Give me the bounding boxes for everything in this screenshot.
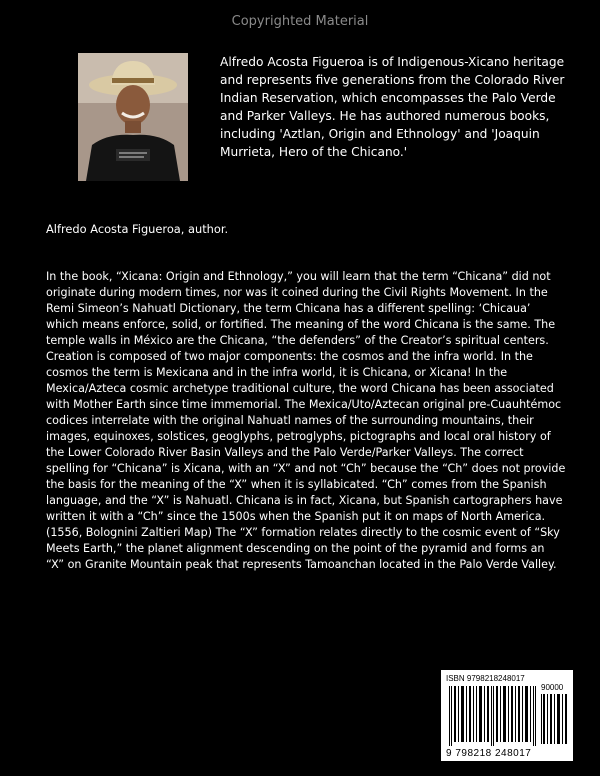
addon-barcode-bars [541,694,569,744]
photo-caption: Alfredo Acosta Figueroa, author. [46,222,229,236]
author-bio: Alfredo Acosta Figueroa is of Indigenous-Xicano heritage and represents five generations from the Colorado River Indian Reservation, which encompasses the Palo Verde and Parker Valleys. He has authored numerous books, including 'Aztlan, Origin and Ethnology' and 'Joaquin Murrieta, Hero of the Chicano.' [220,55,565,159]
ean-barcode-bars [449,686,537,746]
copyright-watermark: Copyrighted Material [231,14,369,29]
barcode-digits: 9 798218 248017 [446,748,532,759]
isbn-barcode [441,670,573,761]
author-photo [78,53,188,181]
price-code: 90000 [541,683,564,692]
book-description: In the book, “Xicana: Origin and Ethnology,” you will learn that the term “Chicana” did not originate during modern times, nor was it coined during the Civil Rights Movement. In the Remi Simeon’s Nahuatl Dictionary, the term Chicana has a different spelling: ‘Chicaua’ which means enforce, solid, or fortified. The meaning of the word Chicana is the same. The temple walls in México are the Chicana, “the defenders” of the Creator’s spiritual centers. Creation is composed of two major components: the cosmos and the infra world. In the cosmos the term is Mexicana and in the infra world, it is Chicana, or Xicana! In the Mexica/Azteca cosmic archetype traditional culture, the word Chicana has been associated with Mother Earth since time immemorial. The Mexica/Uto/Aztecan original pre-Cuauhtémoc codices interrelate with the original Nahuatl names of the surrounding mountains, their images, equinoxes, solstices, geoglyphs, petroglyphs, pictographs and local oral history of the Lower Colorado River Basin Valleys and the Palo Verde/Parker Valleys. The correct spelling for “Chicana” is Xicana, with an “X” and not “Ch” because the “Ch” does not provide the basis for the meaning of the “X” when it is syllabicated. “Ch” comes from the Spanish language, and the “X” is Nahuatl. Chicana is in fact, Xicana, but Spanish cartographers have written it with a “Ch” since the 1500s when the Spanish put it on maps of North America. (1556, Bolognini Zaltieri Map) The “X” formation relates directly to the cosmic event of “Sky Meets Earth,” the planet alignment descending on the point of the pyramid and forms an “X” on Granite Mountain peak that represents Tamoanchan located in the Palo Verde Valley. [46,270,566,571]
isbn-label: ISBN 9798218248017 [446,674,525,683]
